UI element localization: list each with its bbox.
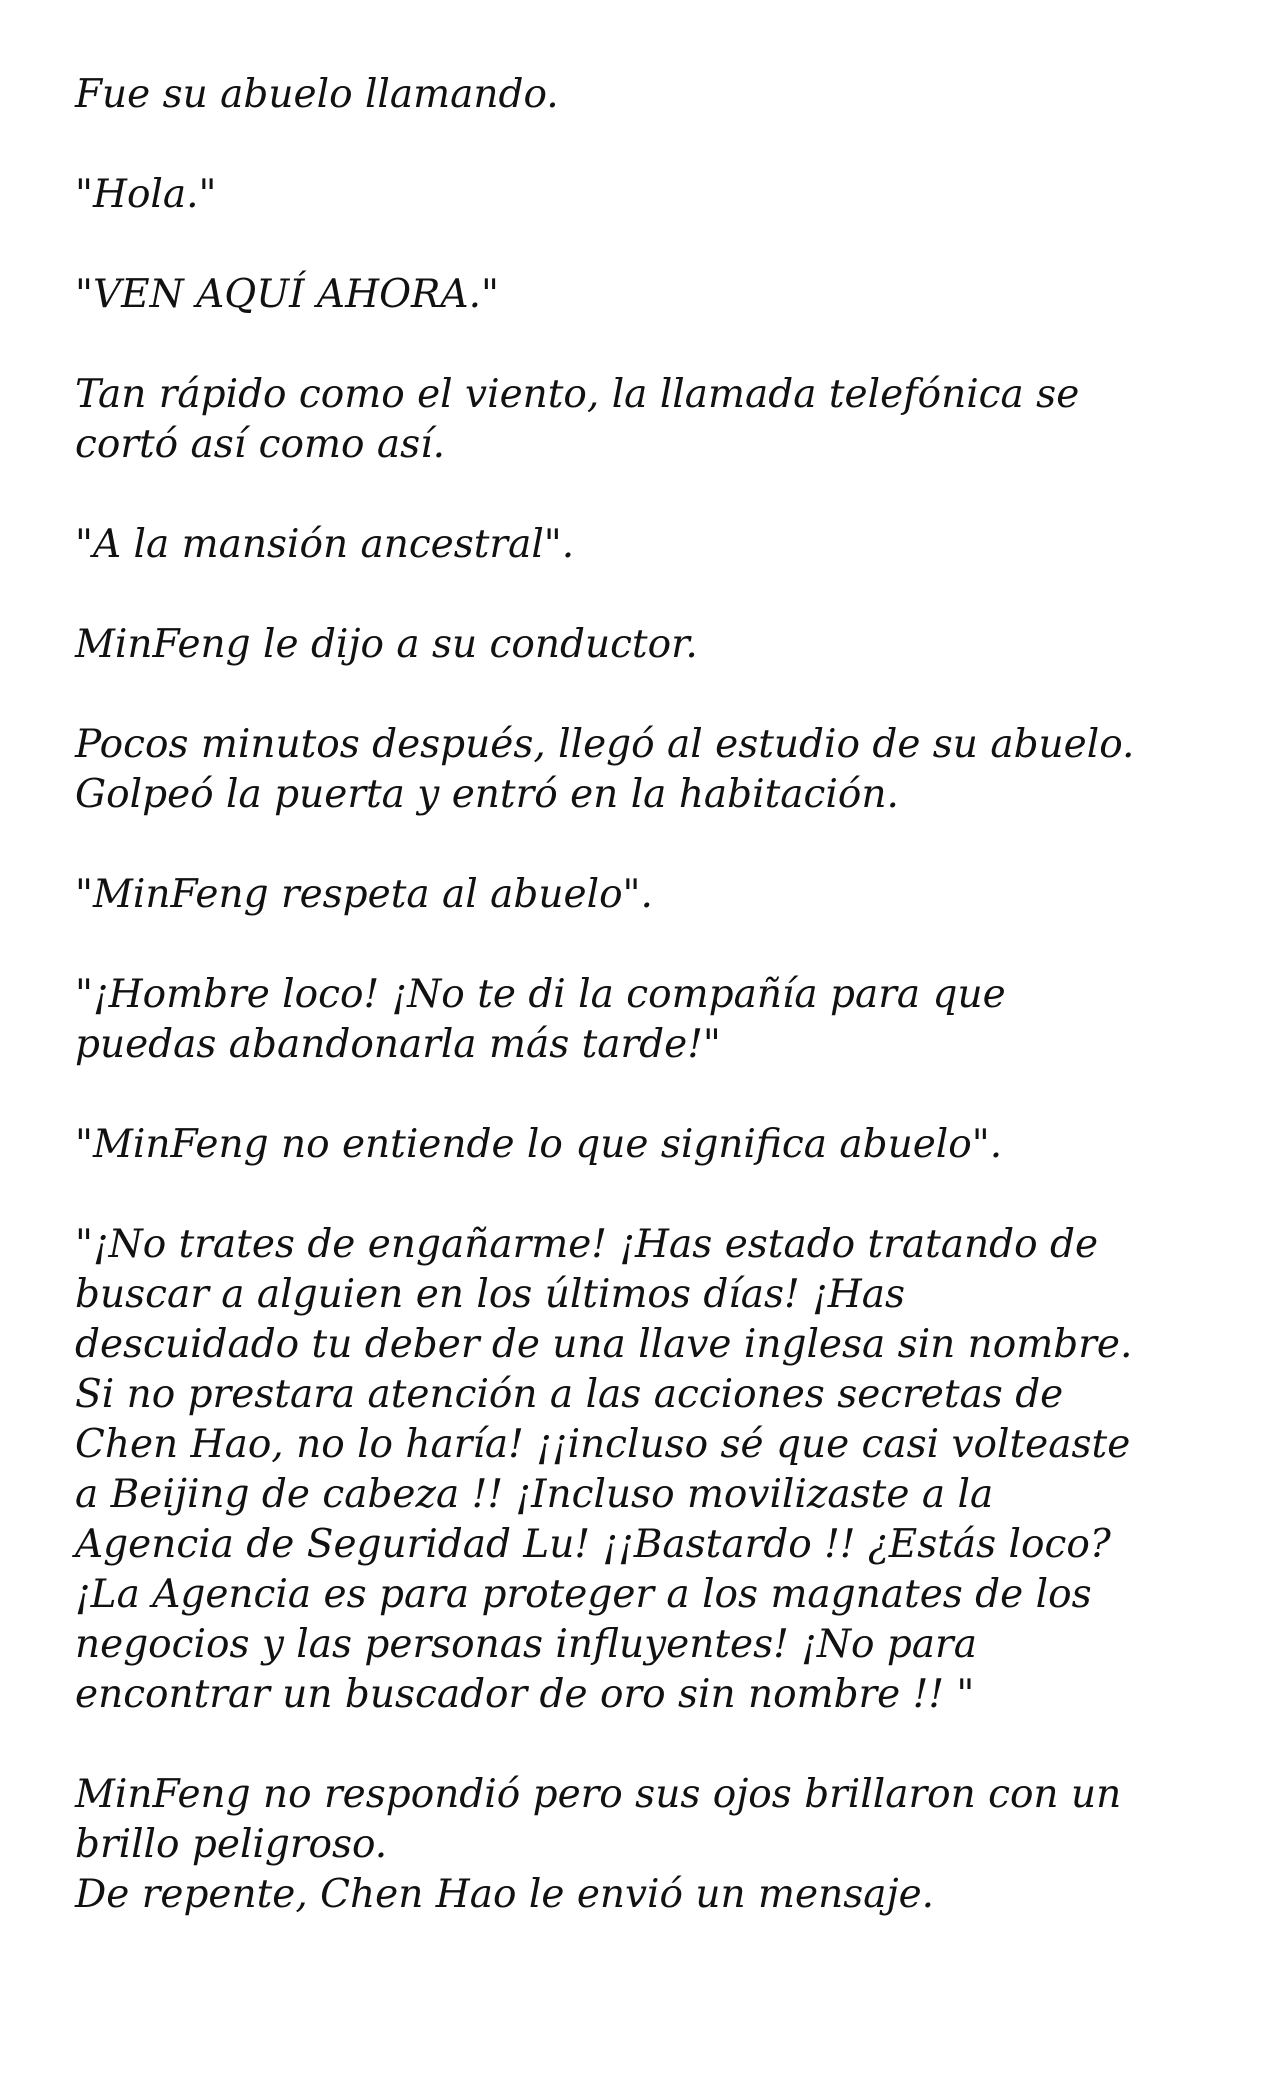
paragraph: [75, 870, 1215, 920]
text-line: ¡La Agencia es para proteger a los magnates de los: [75, 1572, 1092, 1617]
text-line: brillo peligroso.: [75, 1822, 388, 1867]
text-line: MinFeng le dijo a su conductor.: [75, 622, 698, 667]
text-line: "MinFeng respeta al abuelo".: [75, 872, 653, 917]
text-line: Tan rápido como el viento, la llamada telefónica se: [75, 372, 1080, 417]
text-line: "VEN AQUÍ AHORA.": [75, 272, 499, 317]
paragraph: [75, 1870, 1215, 1920]
paragraph: [75, 720, 1215, 820]
paragraph: [75, 370, 1215, 470]
paragraph: [75, 520, 1215, 570]
paragraph: [75, 1770, 1215, 1870]
text-line: MinFeng no respondió pero sus ojos brillaron con un: [75, 1772, 1122, 1817]
text-line: Si no prestara atención a las acciones secretas de: [75, 1372, 1064, 1417]
text-line: Fue su abuelo llamando.: [75, 72, 559, 117]
text-line: Chen Hao, no lo haría! ¡¡incluso sé que casi volteaste: [75, 1422, 1131, 1467]
text-line: "A la mansión ancestral".: [75, 522, 575, 567]
text-line: cortó así como así.: [75, 422, 445, 467]
text-line: encontrar un buscador de oro sin nombre !! ": [75, 1672, 975, 1717]
paragraph: [75, 620, 1215, 670]
text-line: De repente, Chen Hao le envió un mensaje.: [75, 1872, 935, 1917]
paragraph: [75, 970, 1215, 1070]
paragraph: [75, 1120, 1215, 1170]
text-line: descuidado tu deber de una llave inglesa sin nombre.: [75, 1322, 1133, 1367]
text-line: puedas abandonarla más tarde!": [75, 1022, 721, 1067]
text-line: buscar a alguien en los últimos días! ¡Has: [75, 1272, 906, 1317]
text-line: "¡Hombre loco! ¡No te di la compañía para que: [75, 972, 1006, 1017]
document-page: [75, 70, 1215, 1970]
text-line: Golpeó la puerta y entró en la habitación.: [75, 772, 899, 817]
text-line: "¡No trates de engañarme! ¡Has estado tratando de: [75, 1222, 1099, 1267]
paragraph: [75, 270, 1215, 320]
text-line: "Hola.": [75, 172, 217, 217]
text-line: negocios y las personas influyentes! ¡No para: [75, 1622, 977, 1667]
text-line: Pocos minutos después, llegó al estudio de su abuelo.: [75, 722, 1135, 767]
paragraph: [75, 1220, 1215, 1720]
paragraph: [75, 70, 1215, 120]
text-line: "MinFeng no entiende lo que significa abuelo".: [75, 1122, 1003, 1167]
text-line: Agencia de Seguridad Lu! ¡¡Bastardo !! ¿Estás loco?: [75, 1522, 1111, 1567]
paragraph: [75, 170, 1215, 220]
text-line: a Beijing de cabeza !! ¡Incluso movilizaste a la: [75, 1472, 994, 1517]
